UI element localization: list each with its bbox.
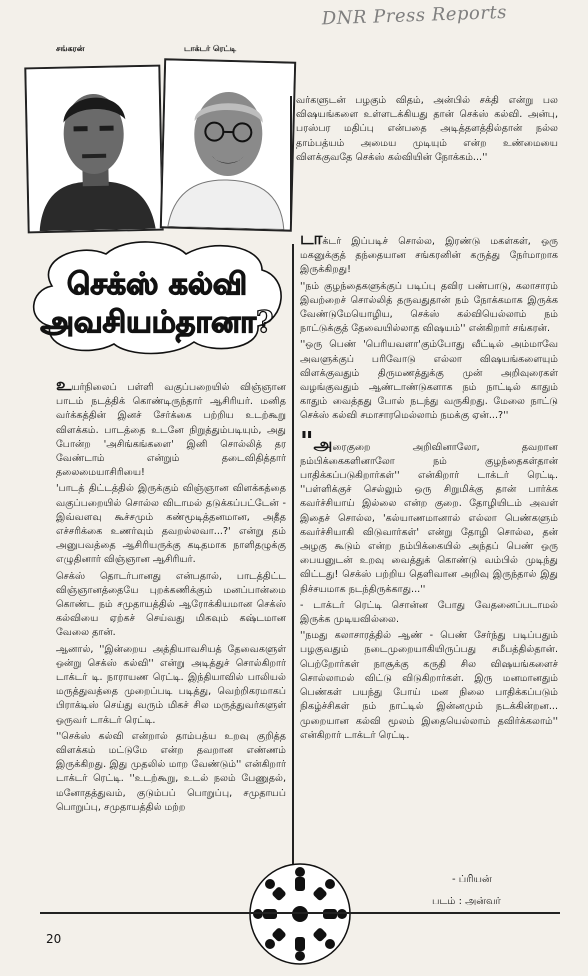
portrait-photo-dr-reddy xyxy=(160,58,296,231)
right-para-2: ''நம் குழந்தைகளுக்குப் படிப்பு தவிர பண்பாடு, கலாசாரம் இவற்றைச் சொல்லித் தருவதுதான் நம் நோக்கமாக இருக்க வேண்டுமேயொழிய, செக்ஸ் கல்வியெல்லாம் நம் நாட்டுக்குத் தேவையில்லாத விஷயம்'' என்கிறார் சங்கரன். xyxy=(300,280,562,335)
headline-cloud xyxy=(22,238,292,358)
headline-line-1: செக்ஸ் கல்வி xyxy=(66,267,248,302)
right-para-4: "அரைகுறை அறிவினாலோ, தவறான நம்பிக்கைகளினாலோ நம் குழந்தைகள்தான் பாதிக்கப்படுகிறார்கள்'' என்கிறார் டாக்டர் ரெட்டி. ''பள்ளிக்குச் செல்லும் ஒரு சிறுமிக்கு தான் பார்க்க கவர்ச்சியாய் இல்லை என்ற குறை. தோழியிடம் அவள் இதைச் சொல்ல, 'கல்யாணமானால் எல்லா பெண்களும் கவர்ச்சியாகி விடுவார்கள்' என்று தோழி சொல்ல, தன் அழகு கூடும் என்ற நம்பிக்கையில் அந்தப் பெண் ஒரு பையனுடன் உறவு வைத்துக் கொண்டு வம்பில் முடிந்து விட்டது! செக்ஸ் பற்றிய தெளிவான அறிவு இருந்தால் இது நிச்சயமாக நடந்திருக்காது...'' xyxy=(300,426,562,595)
figures-circle-illustration xyxy=(248,862,352,966)
left-para-4: ஆனால், ''இன்றைய அத்தியாவசியத் தேவைகளுள் ஒன்று செக்ஸ் கல்வி'' என்று அடித்துச் சொல்கிறார் டாக்டர் டி. நாராயண ரெட்டி. இந்தியாவில் பாலியல் மருத்துவத்தை முறைப்படி படித்து, வெற்றிகரமாகப் பிராக்டிஸ் செய்து வரும் மிகச் சில மருத்துவர்களுள் ஒருவர் டாக்டர் ரெட்டி. xyxy=(56,643,290,726)
left-column xyxy=(56,375,290,815)
right-para-6: ''நமது கலாசாரத்தில் ஆண் - பெண் சேர்ந்து படிப்பதும் பழகுவதும் நடைமுறையாகியிருப்பது சமீபத்தில்தான். பெற்றோர்கள் நாசூக்கு கருதி சில விஷயங்களைச் சொல்லாமல் விட்டு விடுகிறார்கள். இரு மனமானதும் பெண்கள் பயந்து போய் மன நிலை பாதிக்கப்படும் நிகழ்ச்சிகள் நம் நாட்டில் இன்னமும் நடக்கின்றன... முறையான கல்வி மூலம் இதையெல்லாம் தவிர்க்கலாம்'' என்கிறார் டாக்டர் ரெட்டி. xyxy=(300,630,562,741)
left-para-1: உயர்நிலைப் பள்ளி வகுப்பறையில் விஞ்ஞான பாடம் நடத்திக் கொண்டிருந்தார் ஆசிரியர். மனித வர்க்கத்தின் இனச் சேர்க்கை பற்றிய உடற்கூறு விளக்கம். பாடத்தை உடனே நிறுத்தும்படியும், அது போன்ற 'அசிங்கங்களை' இனி சொல்லித் தர வேண்டாம் என்றும் தடைவிதித்தார் தலைமையாசிரியை! xyxy=(56,375,290,479)
right-para-5: - டாக்டர் ரெட்டி சொன்ன போது வேதனைப்படாமல் இருக்க முடியவில்லை. xyxy=(300,599,562,626)
portrait-photo-sankaran xyxy=(24,65,163,234)
right-column xyxy=(300,229,562,743)
page-number: 20 xyxy=(46,932,62,946)
press-stamp: DNR Press Reports xyxy=(321,1,508,30)
right-para-3: ''ஒரு பெண் 'பெரியவளா'கும்போது வீட்டில் அம்மாவே அவளுக்குப் பரிவோடு எல்லா விஷயங்களையும் விளக்குவதும் திருமணத்துக்கு முன் அறிவுரைகள் வழங்குவதும் ஆண்டாண்டுகளாக நம் நாட்டில் காதும் காதும் வைத்தது போல் நடந்து வருகிறது. மேலை நாட்டு செக்ஸ் கல்வி சமாசாரமெல்லாம் நமக்கு ஏன்...?'' xyxy=(300,339,562,422)
left-para-2: 'பாடத் திட்டத்தில் இருக்கும் விஞ்ஞான விளக்கத்தை வகுப்பறையில் சொல்ல விடாமல் தடுக்கப்பட்டேன் - இவ்வளவு கூச்சமும் கண்மூடித்தனமான, அதீத எச்சரிக்கை உணர்வும் தவறல்லவா...?' என்று தம் அனுபவத்தை ஆசிரியருக்கு கடிதமாக நாளிதழுக்கு எழுதினார் விஞ்ஞான ஆசிரியர். xyxy=(56,483,290,566)
headline-line-2: அவசியம்தானா? xyxy=(40,305,274,340)
bottom-rule xyxy=(40,912,560,914)
column-rule-main xyxy=(292,244,294,904)
right-para-1: டாக்டர் இப்படிச் சொல்ல, இரண்டு மகள்கள், ஒரு மகனுக்குத் தந்தையான சங்கரனின் கருத்து நேர்மாறாக இருக்கிறது! xyxy=(300,229,562,276)
left-para-3: செக்ஸ் தொடர்பானது என்பதால், பாடத்திட்ட விஞ்ஞானத்தையே புறக்கணிக்கும் மனப்பான்மை கொண்ட நம் சமுதாயத்தில் ஆரோக்கியமான செக்ஸ் கல்வியை ஏற்கச் செய்வது மிகவும் கஷ்டமான வேலை தான். xyxy=(56,570,290,639)
photo-caption-right: டாக்டர் ரெட்டி xyxy=(184,44,237,53)
column-rule-top xyxy=(290,96,292,220)
top-right-paragraph: வர்களுடன் பழகும் விதம், அன்பில் சக்தி என்று பல விஷயங்களை உள்ளடக்கியது தான் செக்ஸ் கல்வி. அன்பு, பரஸ்பர மதிப்பு என்பதை அடித்தளத்தில்தான் நல்ல தாம்பத்யம் அமைய முடியும் என்ற உண்மையை விளக்குவதே செக்ஸ் கல்வியின் நோக்கம்...'' xyxy=(296,95,562,163)
byline-author: - ப்ரியன் xyxy=(452,874,492,885)
byline-photo-credit: படம் : அன்வர் xyxy=(432,896,501,907)
photo-caption-left: சங்கரன் xyxy=(56,44,85,53)
left-para-5: ''செக்ஸ் கல்வி என்றால் தாம்பத்ய உறவு குறித்த விளக்கம் மட்டுமே என்ற தவறான எண்ணம் இருக்கிறது. இது முதலில் மாற வேண்டும்'' என்கிறார் டாக்டர் ரெட்டி. ''உடற்கூறு, உடல் நலம் பேணுதல், மனோதத்துவம், குடும்பப் பொறுப்பு, சமுதாயப் பொறுப்பு, சமுதாயத்தில் மற்ற xyxy=(56,730,290,813)
